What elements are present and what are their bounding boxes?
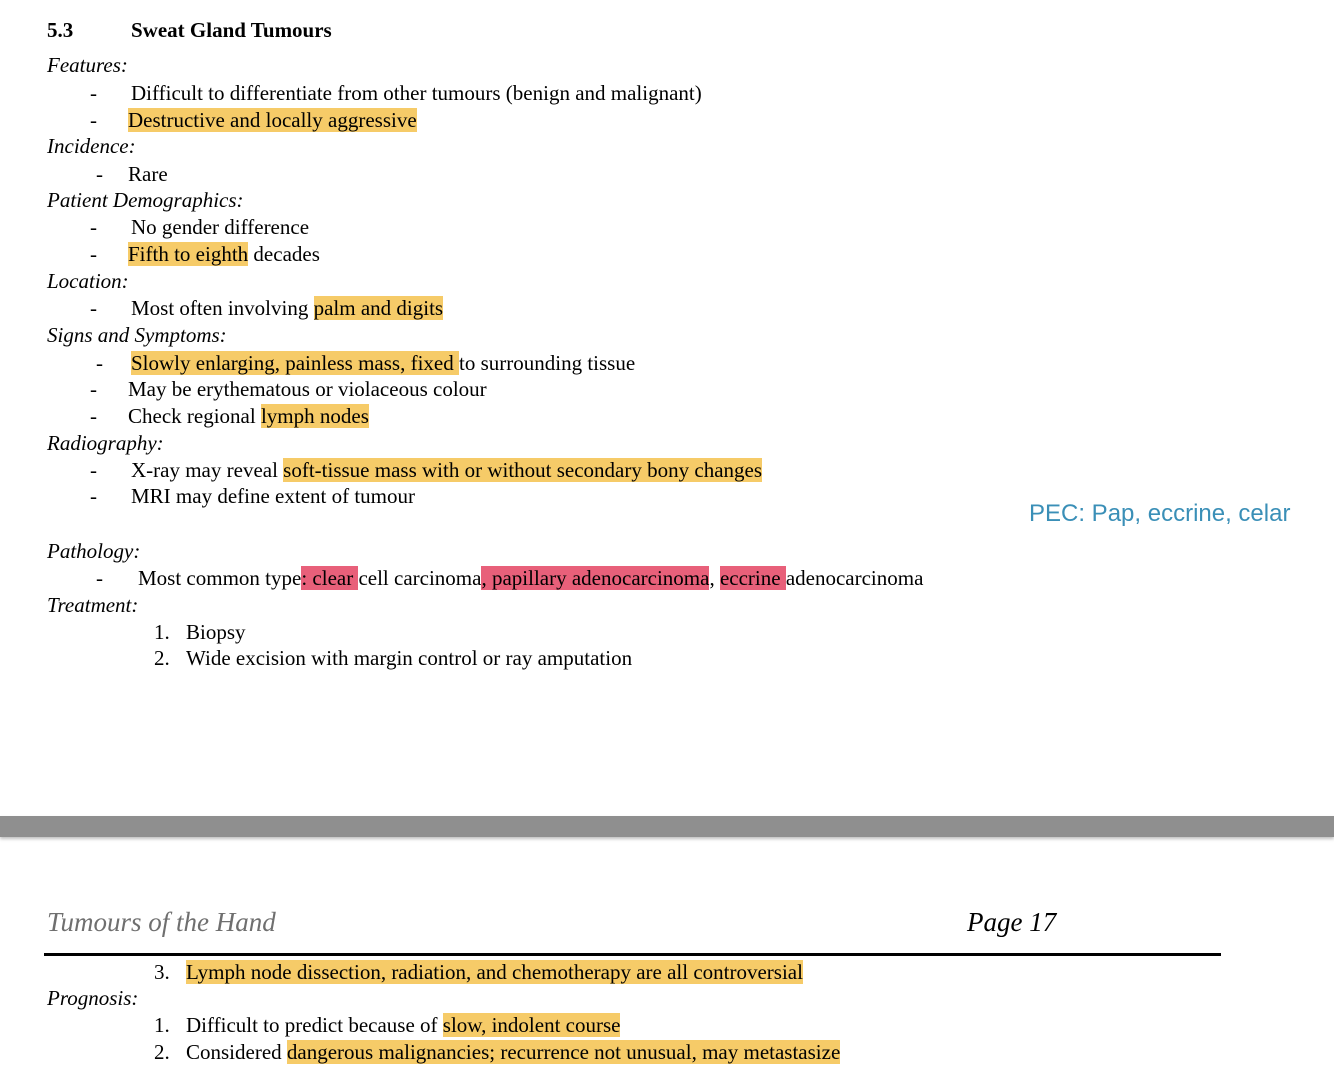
location-heading: Location: xyxy=(47,269,129,293)
bullet-dash: - xyxy=(90,458,97,482)
text-span: Most common type xyxy=(138,566,302,590)
bullet-dash: - xyxy=(90,296,97,320)
text-span: adenocarcinoma xyxy=(785,566,924,590)
prognosis-heading: Prognosis: xyxy=(47,986,139,1010)
treatment-heading: Treatment: xyxy=(47,593,139,617)
highlight: Lymph node dissection, radiation, and chemotherapy are all controversial xyxy=(186,960,803,984)
pathology-heading: Pathology: xyxy=(47,539,141,563)
radiography-item-1 xyxy=(131,457,762,483)
demographics-heading: Patient Demographics: xyxy=(47,188,244,212)
treatment-item-2: Wide excision with margin control or ray amputation xyxy=(186,646,633,670)
bullet-dash: - xyxy=(90,404,97,428)
signs-item-2: May be erythematous or violaceous colour xyxy=(128,377,487,401)
highlight: slow, indolent course xyxy=(442,1013,621,1037)
highlight-pink: , papillary adenocarcinoma xyxy=(481,566,710,590)
text-span: to surrounding tissue xyxy=(459,351,636,375)
text-span: Considered xyxy=(186,1040,287,1064)
text-span: cell carcinoma xyxy=(358,566,482,590)
highlight: Slowly enlarging, painless mass, fixed xyxy=(131,351,459,375)
text-span: decades xyxy=(248,242,320,266)
list-number: 3. xyxy=(154,960,170,984)
pathology-item-1 xyxy=(138,565,923,591)
section-title: Sweat Gland Tumours xyxy=(131,18,332,42)
demographics-item-2 xyxy=(128,241,320,267)
section-number: 5.3 xyxy=(47,18,74,42)
features-item-2 xyxy=(128,107,417,133)
header-rule xyxy=(44,953,1221,956)
page-number: Page 17 xyxy=(967,907,1057,937)
bullet-dash: - xyxy=(90,81,97,105)
highlight-pink: : clear xyxy=(301,566,359,590)
list-number: 1. xyxy=(154,620,170,644)
text-span: Difficult to predict because of xyxy=(186,1013,443,1037)
signs-item-1 xyxy=(131,350,635,376)
text-span: X-ray may reveal xyxy=(131,458,284,482)
incidence-heading: Incidence: xyxy=(47,134,136,158)
treatment-item-1: Biopsy xyxy=(186,620,246,644)
bullet-dash: - xyxy=(90,108,97,132)
bullet-dash: - xyxy=(90,242,97,266)
bullet-dash: - xyxy=(90,215,97,239)
bullet-dash: - xyxy=(90,484,97,508)
margin-comment[interactable]: PEC: Pap, eccrine, celar xyxy=(1029,500,1291,527)
highlight: Fifth to eighth xyxy=(128,242,249,266)
bullet-dash: - xyxy=(96,162,103,186)
list-number: 2. xyxy=(154,1040,170,1064)
signs-item-3 xyxy=(128,403,369,429)
highlight: palm and digits xyxy=(313,296,444,320)
highlight: Destructive and locally aggressive xyxy=(128,108,417,132)
bullet-dash: - xyxy=(96,566,103,590)
page-separator xyxy=(0,816,1334,837)
radiography-item-2: MRI may define extent of tumour xyxy=(131,484,416,508)
location-item-1 xyxy=(131,295,443,321)
highlight: dangerous malignancies; recurrence not unusual, may metastasize xyxy=(286,1040,841,1064)
prognosis-item-1 xyxy=(186,1012,620,1038)
highlight: soft-tissue mass with or without secondary bony changes xyxy=(283,458,763,482)
running-title: Tumours of the Hand xyxy=(47,907,276,937)
treatment-item-3 xyxy=(186,959,803,985)
list-number: 1. xyxy=(154,1013,170,1037)
text-span: Most often involving xyxy=(131,296,314,320)
list-number: 2. xyxy=(154,646,170,670)
text-span: Check regional xyxy=(128,404,261,428)
highlight-pink: eccrine xyxy=(719,566,786,590)
incidence-item-1: Rare xyxy=(128,162,168,186)
bullet-dash: - xyxy=(90,377,97,401)
prognosis-item-2 xyxy=(186,1039,840,1065)
features-item-1: Difficult to differentiate from other tumours (benign and malignant) xyxy=(131,81,702,105)
features-heading: Features: xyxy=(47,53,128,77)
text-span: , xyxy=(709,566,720,590)
demographics-item-1: No gender difference xyxy=(131,215,310,239)
radiography-heading: Radiography: xyxy=(47,431,164,455)
signs-heading: Signs and Symptoms: xyxy=(47,323,227,347)
bullet-dash: - xyxy=(96,351,103,375)
highlight: lymph nodes xyxy=(260,404,369,428)
